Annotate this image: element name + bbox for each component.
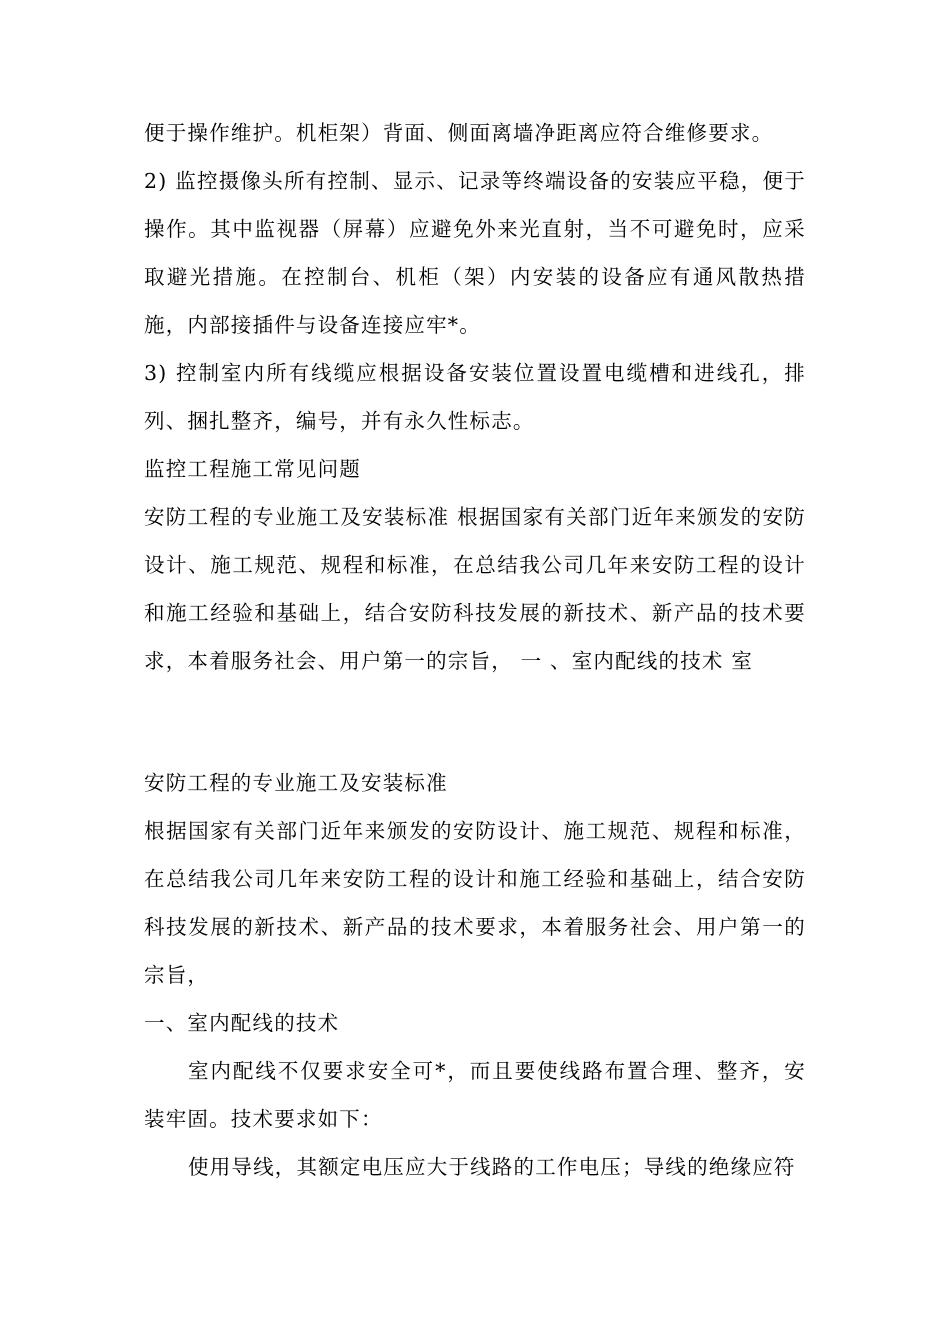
section-heading-standards: 安防工程的专业施工及安装标准 <box>144 771 448 795</box>
paragraph-standards-intro: 根据国家有关部门近年来颁发的安防设计、施工规范、规程和标准，在总结我公司几年来安防工程的设计和施工经验和基础上，结合安防科技发展的新技术、新产品的技术要求，本着服务社会、用户第一的宗旨， <box>144 819 806 987</box>
subheading-indoor-wiring: 一、室内配线的技术 <box>144 1011 340 1035</box>
paragraph-standards-summary: 安防工程的专业施工及安装标准 根据国家有关部门近年来颁发的安防设计、施工规范、规程和标准，在总结我公司几年来安防工程的设计和施工经验和基础上，结合安防科技发展的新技术、新产品的技术要求，本着服务社会、用户第一的宗旨， 一 、室内配线的技术 室 <box>144 505 806 673</box>
document-section-1 <box>144 109 806 685</box>
paragraph-item-3: 3) 控制室内所有线缆应根据设备安装位置设置电缆槽和进线孔，排列、捆扎整齐，编号，并有永久性标志。 <box>144 361 806 433</box>
paragraph-wiring-requirements: 室内配线不仅要求安全可*，而且要使线路布置合理、整齐，安装牢固。技术要求如下： <box>144 1059 806 1131</box>
paragraph-cabinet-maintenance: 便于操作维护。机柜架）背面、侧面离墙净距离应符合维修要求。 <box>144 121 774 145</box>
document-section-2 <box>144 759 806 1191</box>
paragraph-wire-voltage: 使用导线，其额定电压应大于线路的工作电压；导线的绝缘应符 <box>188 1155 796 1179</box>
paragraph-item-2: 2) 监控摄像头所有控制、显示、记录等终端设备的安装应平稳，便于操作。其中监视器（屏幕）应避免外来光直射，当不可避免时，应采取避光措施。在控制台、机柜（架）内安装的设备应有通风散热措施，内部接插件与设备连接应牢*。 <box>144 169 806 337</box>
section-heading-common-issues: 监控工程施工常见问题 <box>144 457 361 481</box>
